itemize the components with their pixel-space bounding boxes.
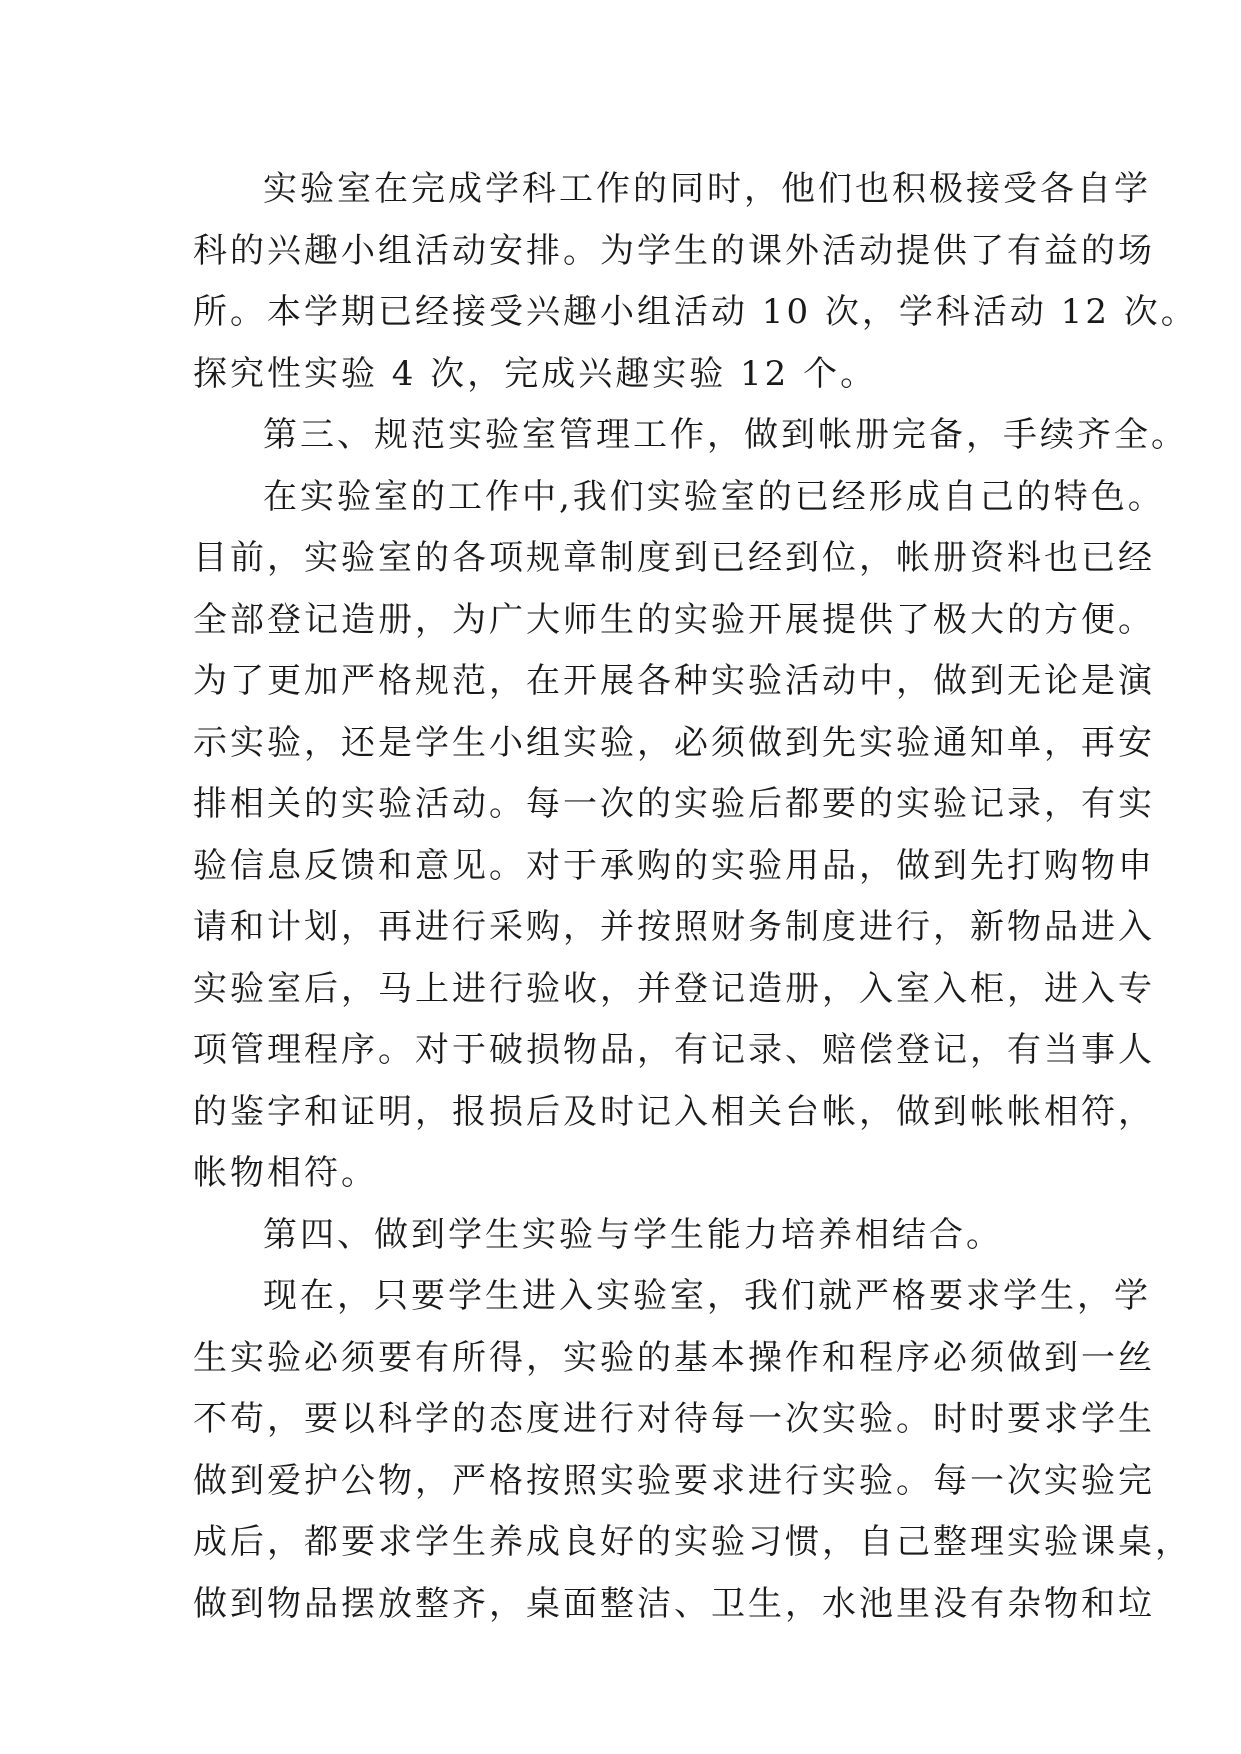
section-heading: 第三、规范实验室管理工作，做到帐册完备，手续齐全。 — [263, 415, 1188, 455]
text-line: 的鉴字和证明，报损后及时记入相关台帐，做到帐帐相符， — [193, 1091, 1155, 1132]
text-line: 生实验必须要有所得，实验的基本操作和程序必须做到一丝 — [193, 1337, 1155, 1378]
text-line: 在实验室的工作中,我们实验室的已经形成自己的特色。 — [263, 476, 1165, 517]
text-line: 不苟，要以科学的态度进行对待每一次实验。时时要求学生 — [193, 1399, 1155, 1439]
text-line: 探究性实验 4 次，完成兴趣实验 12 个。 — [193, 353, 878, 394]
text-line: 全部登记造册，为广大师生的实验开展提供了极大的方便。 — [193, 599, 1155, 640]
text-line: 做到爱护公物，严格按照实验要求进行实验。每一次实验完 — [193, 1460, 1155, 1501]
text-line: 项管理程序。对于破损物品，有记录、赔偿登记，有当事人 — [193, 1030, 1155, 1070]
text-line: 科的兴趣小组活动安排。为学生的课外活动提供了有益的场 — [193, 230, 1155, 271]
section-heading: 第四、做到学生实验与学生能力培养相结合。 — [263, 1214, 1003, 1255]
text-line: 实验室在完成学科工作的同时，他们也积极接受各自学 — [263, 169, 1151, 209]
text-line: 验信息反馈和意见。对于承购的实验用品，做到先打购物申 — [193, 845, 1155, 886]
text-line: 成后，都要求学生养成良好的实验习惯，自己整理实验课桌， — [193, 1522, 1192, 1562]
text-line: 排相关的实验活动。每一次的实验后都要的实验记录，有实 — [193, 784, 1155, 824]
text-line: 目前，实验室的各项规章制度到已经到位，帐册资料也已经 — [193, 538, 1155, 578]
text-line: 做到物品摆放整齐，桌面整洁、卫生，水池里没有杂物和垃 — [193, 1583, 1155, 1624]
document-body — [193, 159, 1198, 1635]
text-line: 帐物相符。 — [193, 1153, 378, 1193]
text-line: 示实验，还是学生小组实验，必须做到先实验通知单，再安 — [193, 722, 1155, 763]
text-line: 所。本学期已经接受兴趣小组活动 10 次，学科活动 12 次。 — [193, 292, 1198, 332]
text-line: 实验室后，马上进行验收，并登记造册，入室入柜，进入专 — [193, 968, 1155, 1009]
text-line: 为了更加严格规范，在开展各种实验活动中，做到无论是演 — [193, 661, 1155, 701]
text-line: 请和计划，再进行采购，并按照财务制度进行，新物品进入 — [193, 907, 1155, 947]
text-line: 现在，只要学生进入实验室，我们就严格要求学生，学 — [263, 1276, 1151, 1316]
